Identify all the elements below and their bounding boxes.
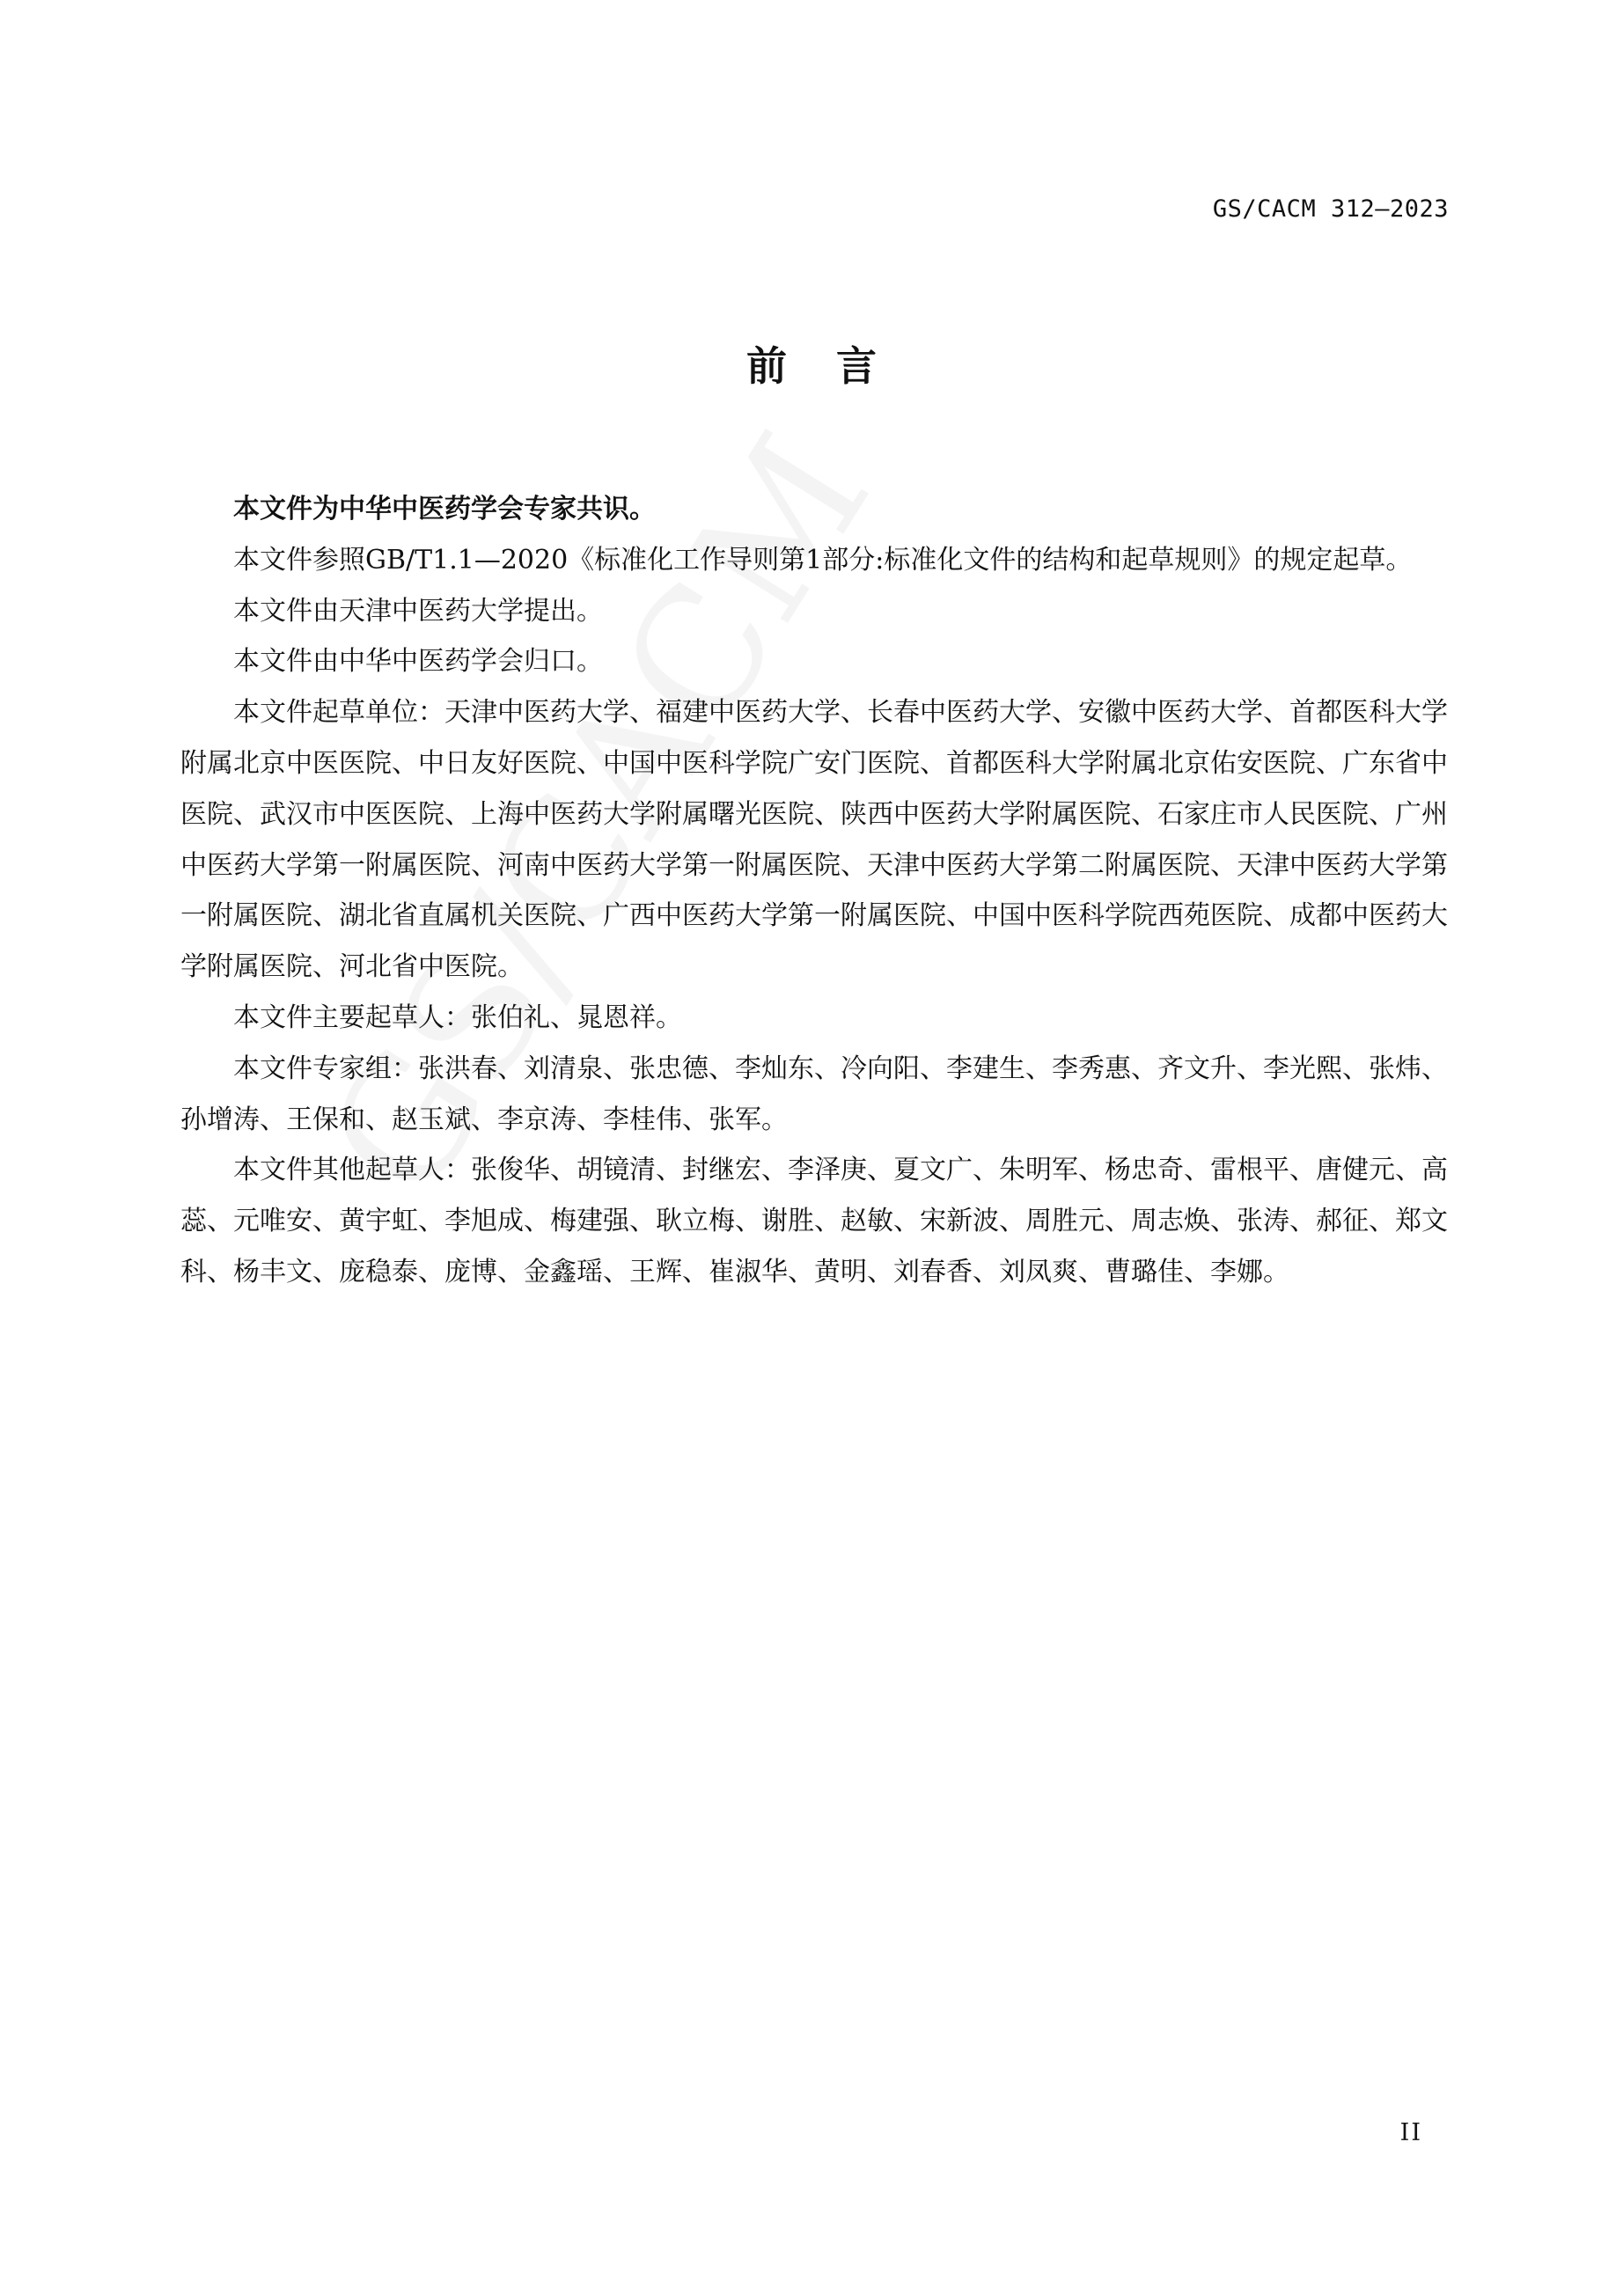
paragraph-expert-group: 本文件专家组：张洪春、刘清泉、张忠德、李灿东、冷向阳、李建生、李秀惠、齐文升、李光熙、张炜、孙增涛、王保和、赵玉斌、李京涛、李桂伟、张军。 [180, 1053, 1448, 1135]
paragraph-other-drafters: 本文件其他起草人：张俊华、胡镜清、封继宏、李泽庚、夏文广、朱明军、杨忠奇、雷根平、唐健元、高蕊、元唯安、黄宇虹、李旭成、梅建强、耿立梅、谢胜、赵敏、宋新波、周胜元、周志焕、张涛、郝征、郑文科、杨丰文、庞稳泰、庞博、金鑫瑶、王辉、崔淑华、黄明、刘春香、刘凤爽、曹璐佳、李娜。 [180, 1155, 1448, 1287]
foreword-body [180, 484, 1448, 1298]
document-code: GS/CACM 312—2023 [1212, 195, 1449, 223]
paragraph-drafting-standard: 本文件参照GB/T1.1—2020《标准化工作导则第1部分:标准化文件的结构和起草规则》的规定起草。 [233, 544, 1413, 576]
paragraph-administrator: 本文件由中华中医药学会归口。 [233, 646, 603, 678]
paragraph-proposer: 本文件由天津中医药大学提出。 [233, 595, 603, 627]
page-title: 前言 [746, 342, 926, 390]
paragraph-consensus-statement: 本文件为中华中医药学会专家共识。 [233, 494, 656, 524]
paragraph-main-drafters: 本文件主要起草人：张伯礼、晁恩祥。 [233, 1001, 682, 1033]
page-number: II [1399, 2119, 1422, 2146]
paragraph-drafting-units: 本文件起草单位：天津中医药大学、福建中医药大学、长春中医药大学、安徽中医药大学、首都医科大学附属北京中医医院、中日友好医院、中国中医科学院广安门医院、首都医科大学附属北京佑安医院、广东省中医院、武汉市中医医院、上海中医药大学附属曙光医院、陕西中医药大学附属医院、石家庄市人民医院、广州中医药大学第一附属医院、河南中医药大学第一附属医院、天津中医药大学第二附属医院、天津中医药大学第一附属医院、湖北省直属机关医院、广西中医药大学第一附属医院、中国中医科学院西苑医院、成都中医药大学附属医院、河北省中医院。 [180, 697, 1448, 983]
